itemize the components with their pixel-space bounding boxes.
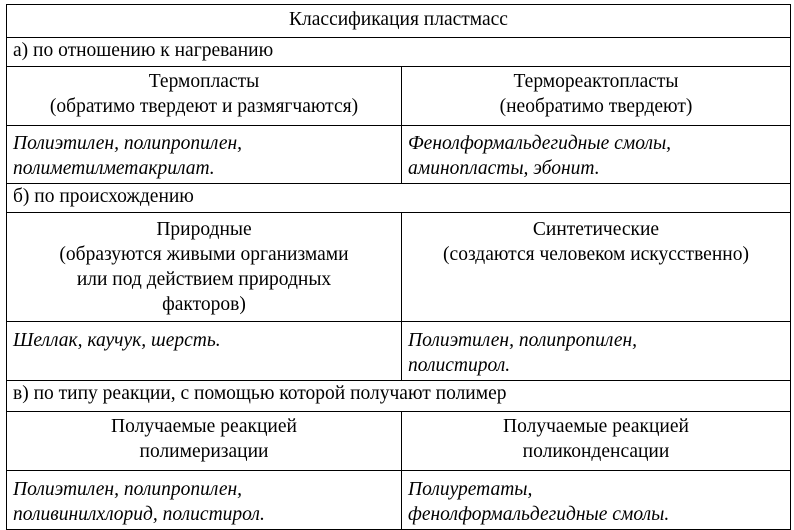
example-line: Шеллак, каучук, шерсть. <box>13 330 221 351</box>
example-line: фенолформальдегидные смолы. <box>408 504 670 525</box>
category-description: или под действием природных <box>76 269 332 290</box>
section-heading-reaction-type: в) по типу реакции, с помощью которой получают полимер <box>7 381 791 412</box>
category-name: Получаемые реакцией <box>503 416 689 437</box>
section-heading-heating: а) по отношению к нагреванию <box>7 38 791 67</box>
example-line: поливинилхлорид, полистирол. <box>13 504 265 525</box>
category-header-synthetic <box>402 213 791 322</box>
category-name-continued: поликонденсации <box>522 441 670 462</box>
example-line: Полиэтилен, полипропилен, <box>13 133 243 154</box>
examples-row <box>7 471 791 530</box>
example-line: аминопласты, эбонит. <box>408 158 600 179</box>
section-heading-row <box>7 184 791 213</box>
category-header-row <box>7 412 791 471</box>
category-name: Получаемые реакцией <box>111 416 297 437</box>
examples-thermosets <box>402 126 791 184</box>
example-line: полистирол. <box>408 355 511 376</box>
category-header-polymerization <box>7 412 402 471</box>
table-title: Классификация пластмасс <box>7 5 791 38</box>
examples-synthetic <box>402 322 791 381</box>
examples-thermoplastics <box>7 126 402 184</box>
category-description: (необратимо твердеют) <box>499 96 693 117</box>
examples-polycondensation <box>402 471 791 530</box>
category-name-continued: полимеризации <box>139 441 269 462</box>
category-description: факторов) <box>162 294 246 315</box>
example-line: Полиуретаты, <box>408 479 533 500</box>
examples-polymerization <box>7 471 402 530</box>
category-name: Термопласты <box>148 71 260 92</box>
category-header-row <box>7 67 791 126</box>
category-header-thermosets <box>402 67 791 126</box>
examples-natural <box>7 322 402 381</box>
examples-row <box>7 322 791 381</box>
category-name: Синтетические <box>532 219 660 240</box>
example-line: Полиэтилен, полипропилен, <box>13 479 243 500</box>
category-name: Природные <box>156 219 252 240</box>
table-title-row <box>7 5 791 38</box>
category-name: Термореактопласты <box>513 71 679 92</box>
section-heading-row <box>7 381 791 412</box>
category-header-natural <box>7 213 402 322</box>
category-header-row <box>7 213 791 322</box>
example-line: полиметилметакрилат. <box>13 158 215 179</box>
section-heading-origin: б) по происхождению <box>7 184 791 213</box>
category-header-polycondensation <box>402 412 791 471</box>
category-header-thermoplastics <box>7 67 402 126</box>
plastics-classification-table <box>6 4 791 530</box>
example-line: Полиэтилен, полипропилен, <box>408 330 638 351</box>
example-line: Фенолформальдегидные смолы, <box>408 133 672 154</box>
category-description: (создаются человеком искусственно) <box>443 244 749 265</box>
examples-row <box>7 126 791 184</box>
category-description: (образуются живыми организмами <box>59 244 349 265</box>
category-description: (обратимо твердеют и размягчаются) <box>49 96 359 117</box>
section-heading-row <box>7 38 791 67</box>
